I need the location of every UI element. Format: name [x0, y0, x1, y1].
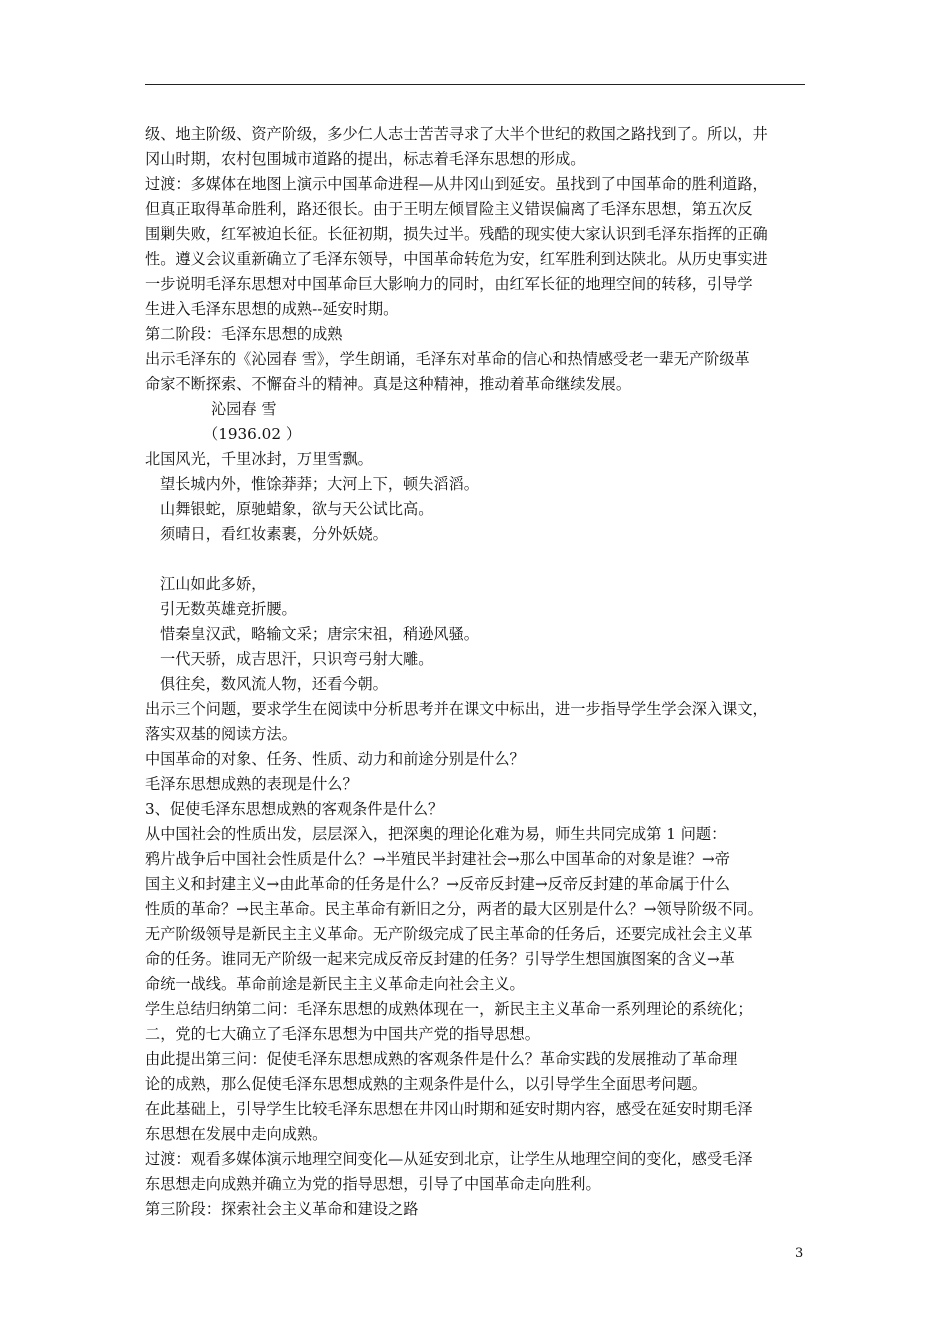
paragraph-line: 无产阶级领导是新民主主义革命。无产阶级完成了民主革命的任务后，还要完成社会主义革: [145, 925, 753, 943]
paragraph-line: 命家不断探索、不懈奋斗的精神。真是这种精神，推动着革命继续发展。: [145, 375, 631, 393]
poem-line: 江山如此多娇，: [160, 575, 267, 593]
poem-line: 一代天骄，成吉思汗，只识弯弓射大雕。: [160, 650, 434, 668]
poem-date: （1936.02 ）: [203, 425, 302, 443]
poem-line: 北国风光，千里冰封，万里雪飘。: [145, 450, 373, 468]
paragraph-line: 过渡：观看多媒体演示地理空间变化—从延安到北京，让学生从地理空间的变化，感受毛泽: [145, 1150, 753, 1168]
paragraph-line: 由此提出第三问：促使毛泽东思想成熟的客观条件是什么？革命实践的发展推动了革命理: [145, 1050, 738, 1068]
paragraph-line: 命统一战线。革命前途是新民主主义革命走向社会主义。: [145, 975, 525, 993]
paragraph-line: 命的任务。谁同无产阶级一起来完成反帝反封建的任务？引导学生想国旗图案的含义→革: [145, 950, 735, 968]
paragraph-line: 从中国社会的性质出发，层层深入，把深奥的理论化难为易，师生共同完成第 1 问题：: [145, 825, 727, 843]
paragraph-line: 国主义和封建主义→由此革命的任务是什么？→反帝反封建→反帝反封建的革命属于什么: [145, 875, 730, 893]
document-body: [145, 122, 813, 1222]
paragraph-line: 落实双基的阅读方法。: [145, 725, 297, 743]
poem-line: 引无数英雄竞折腰。: [160, 600, 297, 618]
paragraph-line: 性质的革命？→民主革命。民主革命有新旧之分，两者的最大区别是什么？→领导阶级不同。: [145, 900, 763, 918]
poem-line: 惜秦皇汉武，略输文采；唐宗宋祖，稍逊风骚。: [160, 625, 479, 643]
poem-line: 山舞银蛇，原驰蜡象，欲与天公试比高。: [160, 500, 434, 518]
paragraph-line: 冈山时期，农村包围城市道路的提出，标志着毛泽东思想的形成。: [145, 150, 586, 168]
paragraph-line: 鸦片战争后中国社会性质是什么？→半殖民半封建社会→那么中国革命的对象是谁？→帝: [145, 850, 730, 868]
paragraph-line: 出示三个问题，要求学生在阅读中分析思考并在课文中标出，进一步指导学生学会深入课文，: [145, 700, 768, 718]
question-item: 毛泽东思想成熟的表现是什么？: [145, 775, 358, 793]
paragraph-line: 二，党的七大确立了毛泽东思想为中国共产党的指导思想。: [145, 1025, 540, 1043]
paragraph-line: 但真正取得革命胜利，路还很长。由于王明左倾冒险主义错误偏离了毛泽东思想，第五次反: [145, 200, 753, 218]
paragraph-line: 级、地主阶级、资产阶级，多少仁人志士苦苦寻求了大半个世纪的救国之路找到了。所以，井: [145, 125, 768, 143]
section-heading: 第三阶段：探索社会主义革命和建设之路: [145, 1200, 419, 1218]
poem-line: 须晴日，看红妆素裹，分外妖娆。: [160, 525, 388, 543]
paragraph-line: 过渡：多媒体在地图上演示中国革命进程—从井冈山到延安。虽找到了中国革命的胜利道路，: [145, 175, 768, 193]
page-number: 3: [795, 1246, 804, 1261]
poem-line: 望长城内外，惟馀莽莽；大河上下，顿失滔滔。: [160, 475, 479, 493]
paragraph-line: 围剿失败，红军被迫长征。长征初期，损失过半。残酷的现实使大家认识到毛泽东指挥的正确: [145, 225, 768, 243]
question-item: 中国革命的对象、任务、性质、动力和前途分别是什么？: [145, 750, 525, 768]
paragraph-line: 性。遵义会议重新确立了毛泽东领导，中国革命转危为安，红军胜利到达陕北。从历史事实进: [145, 250, 768, 268]
paragraph-line: 在此基础上，引导学生比较毛泽东思想在井冈山时期和延安时期内容，感受在延安时期毛泽: [145, 1100, 753, 1118]
paragraph-line: 东思想走向成熟并确立为党的指导思想，引导了中国革命走向胜利。: [145, 1175, 601, 1193]
poem-title: 沁园春 雪: [211, 400, 277, 418]
stanza-gap: [145, 547, 813, 572]
paragraph-line: 学生总结归纳第二问：毛泽东思想的成熟体现在一，新民主主义革命一系列理论的系统化；: [145, 1000, 753, 1018]
paragraph-line: 一步说明毛泽东思想对中国革命巨大影响力的同时，由红军长征的地理空间的转移，引导学: [145, 275, 753, 293]
paragraph-line: 出示毛泽东的《沁园春 雪》，学生朗诵，毛泽东对革命的信心和热情感受老一辈无产阶级革: [145, 350, 750, 368]
poem-line: 俱往矣，数风流人物，还看今朝。: [160, 675, 388, 693]
question-item: 3、促使毛泽东思想成熟的客观条件是什么？: [145, 800, 444, 818]
paragraph-line: 生进入毛泽东思想的成熟--延安时期。: [145, 300, 399, 318]
section-heading: 第二阶段：毛泽东思想的成熟: [145, 325, 343, 343]
paragraph-line: 东思想在发展中走向成熟。: [145, 1125, 328, 1143]
paragraph-line: 论的成熟，那么促使毛泽东思想成熟的主观条件是什么，以引导学生全面思考问题。: [145, 1075, 707, 1093]
header-rule: [145, 84, 805, 85]
